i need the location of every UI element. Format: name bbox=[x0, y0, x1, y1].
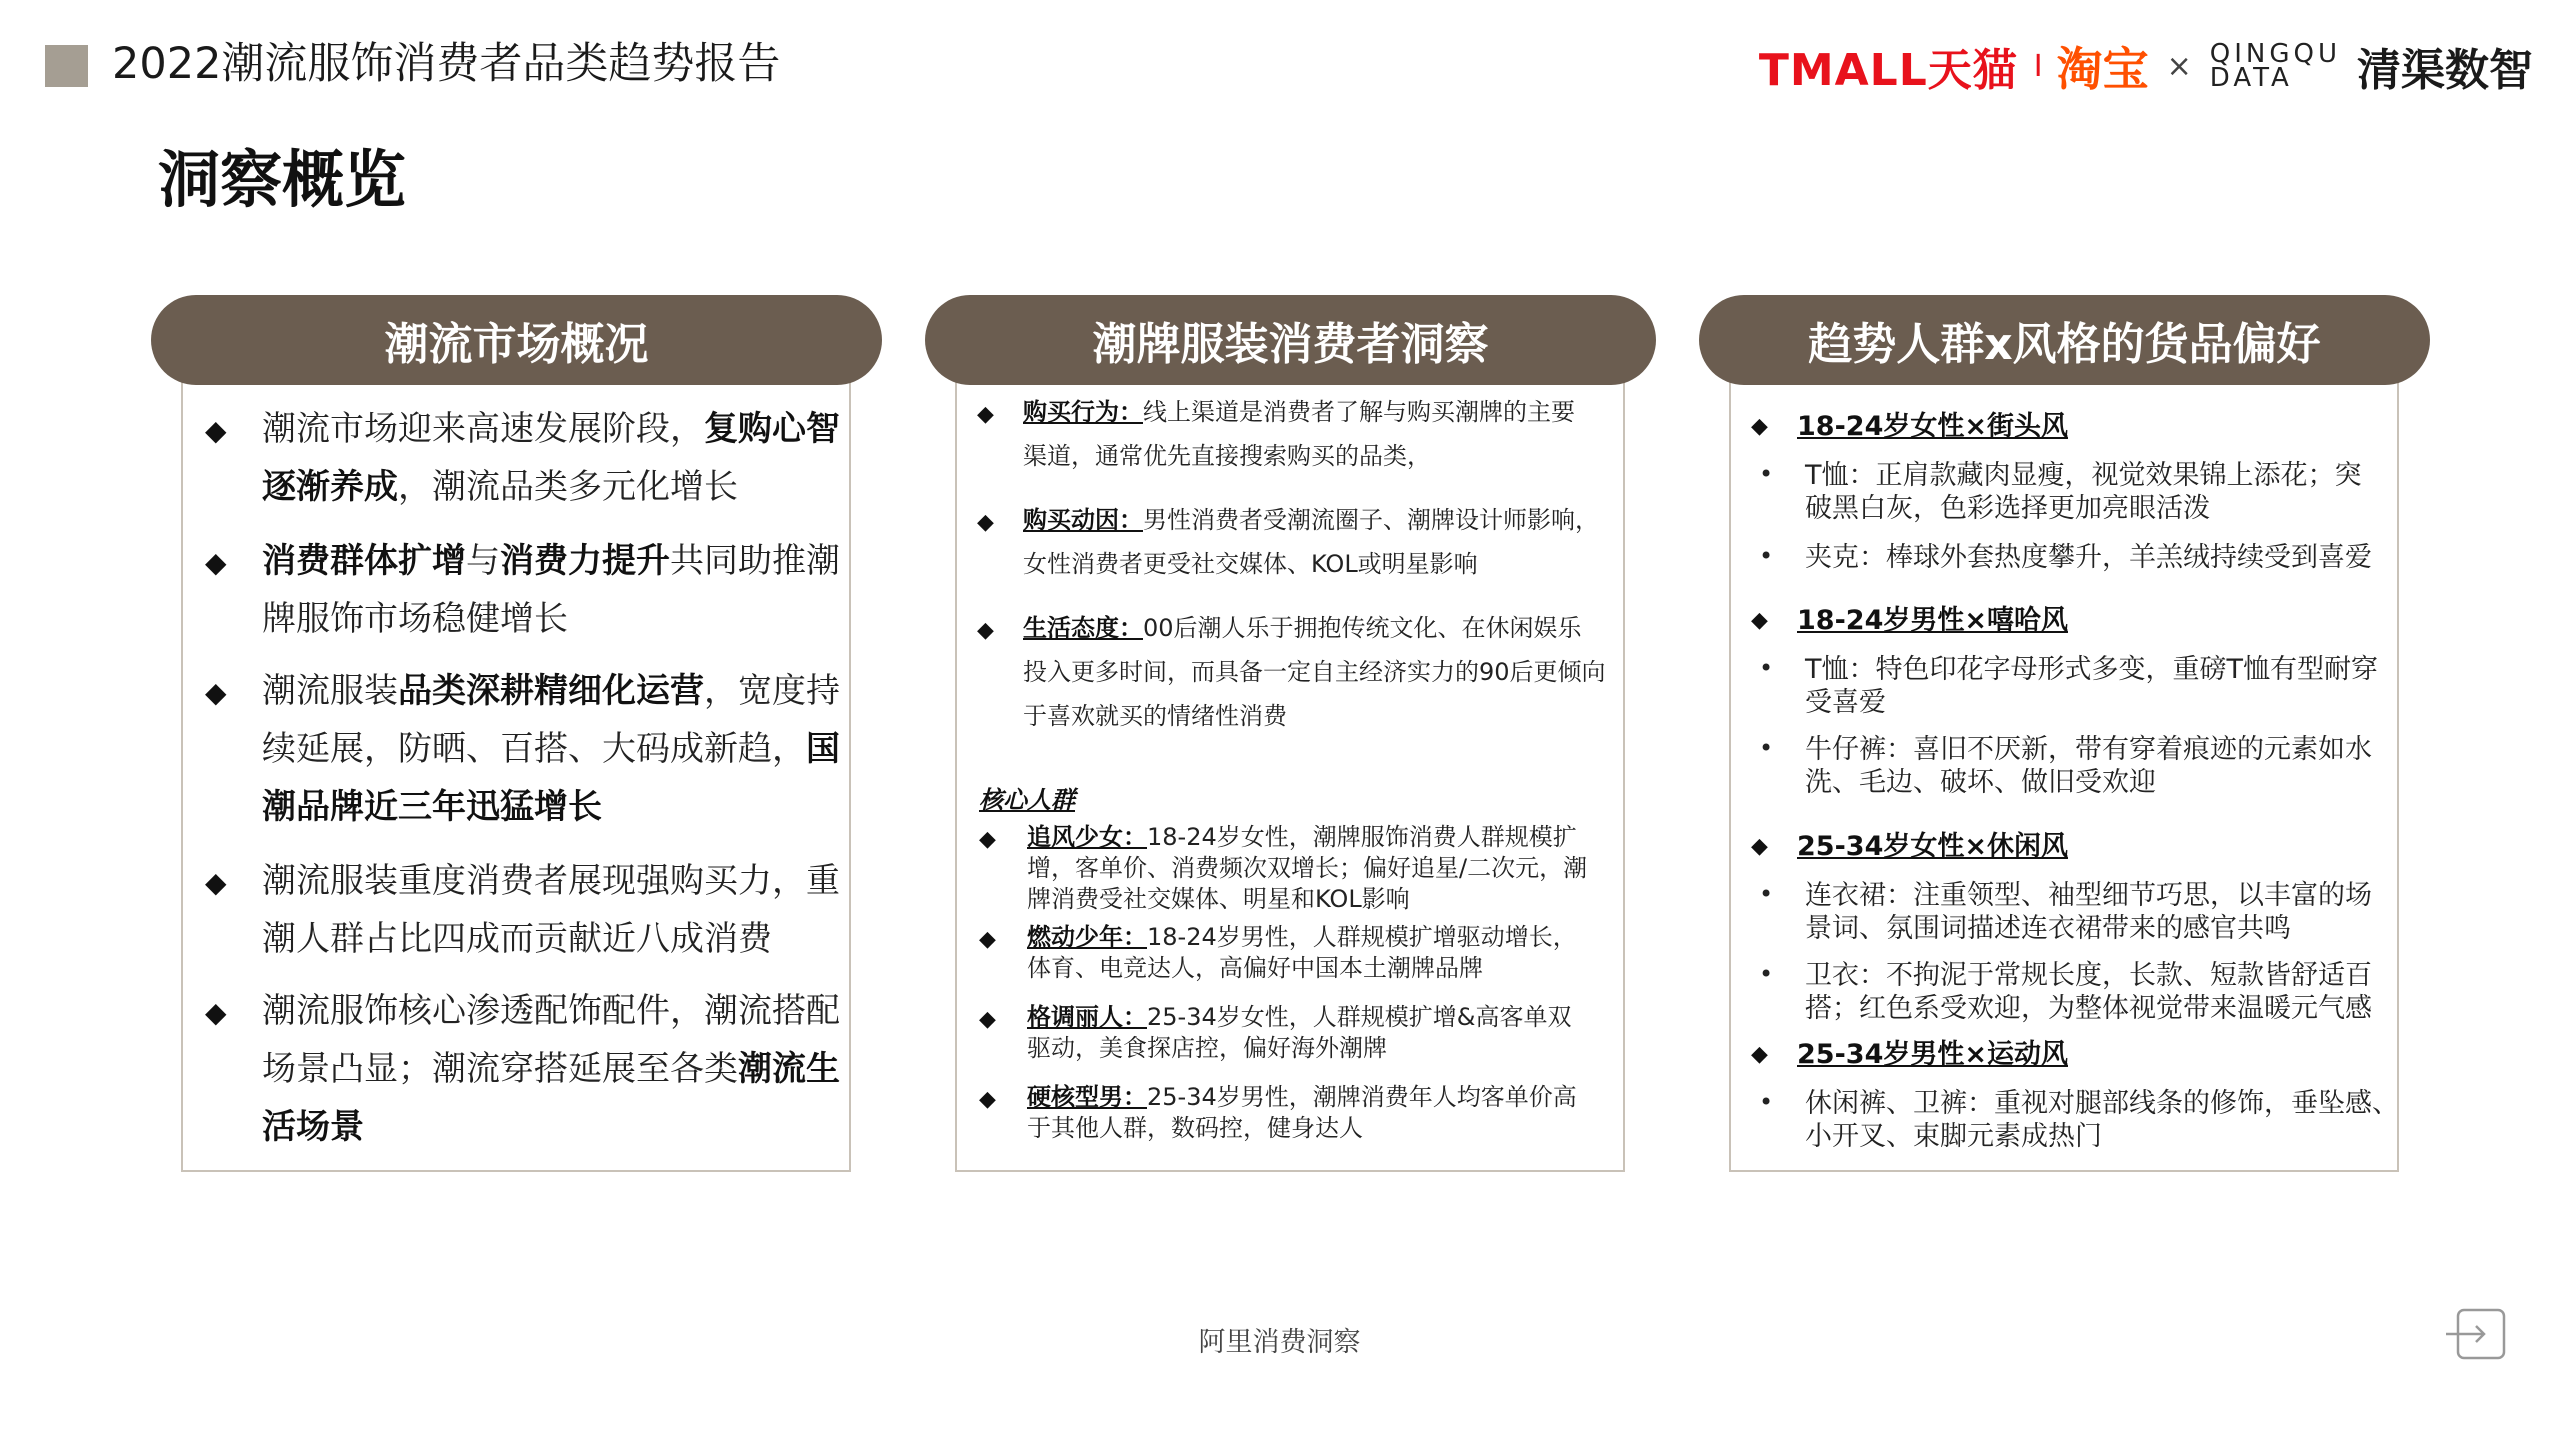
list-item: 购买行为：线上渠道是消费者了解与购买潮牌的主要 渠道，通常优先直接搜索购买的品类， bbox=[1023, 398, 1575, 470]
list-item: 休闲裤、卫裤：重视对腿部线条的修饰，垂坠感、 小开叉、束脚元素成热门 bbox=[1805, 1088, 2399, 1152]
diamond-bullet-icon: ◆ bbox=[977, 402, 994, 427]
dot-bullet-icon: • bbox=[1759, 880, 1774, 908]
diamond-bullet-icon: ◆ bbox=[1751, 1042, 1768, 1067]
list-item: 潮流服饰核心渗透配饰配件，潮流搭配 场景凸显；潮流穿搭延展至各类潮流生 活场景 bbox=[262, 991, 840, 1147]
list-item: 夹克：棒球外套热度攀升，羊羔绒持续受到喜爱 bbox=[1805, 542, 2372, 573]
list-item: 消费群体扩增与消费力提升共同助推潮 牌服饰市场稳健增长 bbox=[262, 541, 840, 639]
list-item: T恤：特色印花字母形式多变，重磅T恤有型耐穿 受喜爱 bbox=[1805, 654, 2378, 718]
group-heading: 25-34岁男性×运动风 bbox=[1797, 1039, 2068, 1070]
consumer-insight-header: 潮牌服装消费者洞察 bbox=[925, 295, 1656, 385]
group-heading: 18-24岁女性×街头风 bbox=[1797, 411, 2068, 442]
footer-source: 阿里消费洞察 bbox=[1198, 1327, 1361, 1358]
list-item: 追风少女：18-24岁女性，潮牌服饰消费人群规模扩 增，客单价、消费频次双增长；偏好追星/二次元，潮 牌消费受社交媒体、明星和KOL影响 bbox=[1027, 823, 1588, 913]
list-item: 燃动少年：18-24岁男性，人群规模扩增驱动增长， 体育、电竞达人，高偏好中国本土潮牌品牌 bbox=[1027, 923, 1577, 982]
list-item: 潮流服装重度消费者展现强购买力，重 潮人群占比四成而贡献近八成消费 bbox=[262, 861, 840, 959]
style-preference-card bbox=[1729, 380, 2399, 1172]
market-overview-header: 潮流市场概况 bbox=[151, 295, 882, 385]
tmall-logo: TMALL天猫 bbox=[1758, 45, 2018, 96]
group-heading: 25-34岁女性×休闲风 bbox=[1797, 831, 2068, 862]
logo-separator: I bbox=[2033, 48, 2043, 84]
core-group-heading: 核心人群 bbox=[979, 786, 1075, 814]
diamond-bullet-icon: ◆ bbox=[205, 414, 227, 447]
next-page-icon[interactable] bbox=[2444, 1306, 2508, 1362]
diamond-bullet-icon: ◆ bbox=[977, 510, 994, 535]
consumer-insight-card bbox=[955, 380, 1625, 1172]
list-item: 购买动因：男性消费者受潮流圈子、潮牌设计师影响， 女性消费者更受社交媒体、KOL或明星影响 bbox=[1023, 506, 1599, 578]
qingqu-data-logo: QINGQU DATA bbox=[2209, 39, 2341, 93]
diamond-bullet-icon: ◆ bbox=[205, 866, 227, 899]
diamond-bullet-icon: ◆ bbox=[1751, 414, 1768, 439]
list-item: 潮流市场迎来高速发展阶段，复购心智 逐渐养成，潮流品类多元化增长 bbox=[262, 409, 840, 507]
partner-logos bbox=[1759, 36, 2533, 96]
header-square-icon bbox=[45, 45, 88, 87]
dot-bullet-icon: • bbox=[1759, 654, 1774, 682]
list-item: 卫衣：不拘泥于常规长度，长款、短款皆舒适百 搭；红色系受欢迎，为整体视觉带来温暖元气感 bbox=[1805, 960, 2372, 1024]
diamond-bullet-icon: ◆ bbox=[979, 827, 996, 852]
list-item: T恤：正肩款藏肉显瘦，视觉效果锦上添花；突 破黑白灰，色彩选择更加亮眼活泼 bbox=[1805, 460, 2362, 524]
qingqu-logo: 清渠数智 bbox=[2357, 45, 2533, 96]
list-item: 连衣裙：注重领型、袖型细节巧思，以丰富的场 景词、氛围词描述连衣裙带来的感官共鸣 bbox=[1805, 880, 2372, 944]
list-item: 牛仔裤：喜旧不厌新，带有穿着痕迹的元素如水 洗、毛边、破坏、做旧受欢迎 bbox=[1805, 734, 2372, 798]
diamond-bullet-icon: ◆ bbox=[205, 996, 227, 1029]
dot-bullet-icon: • bbox=[1759, 1088, 1774, 1116]
diamond-bullet-icon: ◆ bbox=[979, 1007, 996, 1032]
diamond-bullet-icon: ◆ bbox=[1751, 834, 1768, 859]
market-overview-card bbox=[181, 380, 851, 1172]
diamond-bullet-icon: ◆ bbox=[979, 927, 996, 952]
diamond-bullet-icon: ◆ bbox=[205, 676, 227, 709]
list-item: 格调丽人：25-34岁女性，人群规模扩增&高客单双 驱动，美食探店控，偏好海外潮牌 bbox=[1027, 1003, 1572, 1062]
diamond-bullet-icon: ◆ bbox=[205, 546, 227, 579]
list-item: 生活态度：00后潮人乐于拥抱传统文化、在休闲娱乐 投入更多时间，而具备一定自主经济实力的90后更倾向 于喜欢就买的情绪性消费 bbox=[1023, 614, 1606, 730]
group-heading: 18-24岁男性×嘻哈风 bbox=[1797, 605, 2068, 636]
diamond-bullet-icon: ◆ bbox=[1751, 608, 1768, 633]
dot-bullet-icon: • bbox=[1759, 960, 1774, 988]
dot-bullet-icon: • bbox=[1759, 734, 1774, 762]
report-title: 2022潮流服饰消费者品类趋势报告 bbox=[112, 39, 781, 89]
dot-bullet-icon: • bbox=[1759, 542, 1774, 570]
page-title: 洞察概览 bbox=[158, 143, 407, 216]
list-item: 硬核型男：25-34岁男性，潮牌消费年人均客单价高 于其他人群，数码控，健身达人 bbox=[1027, 1083, 1577, 1142]
taobao-logo: 淘宝 bbox=[2056, 42, 2149, 96]
diamond-bullet-icon: ◆ bbox=[977, 618, 994, 643]
logo-times: × bbox=[2166, 48, 2192, 84]
list-item: 潮流服装品类深耕精细化运营，宽度持 续延展，防晒、百搭、大码成新趋，国 潮品牌近三年迅猛增长 bbox=[262, 671, 840, 827]
diamond-bullet-icon: ◆ bbox=[979, 1087, 996, 1112]
dot-bullet-icon: • bbox=[1759, 460, 1774, 488]
style-preference-header: 趋势人群x风格的货品偏好 bbox=[1699, 295, 2430, 385]
